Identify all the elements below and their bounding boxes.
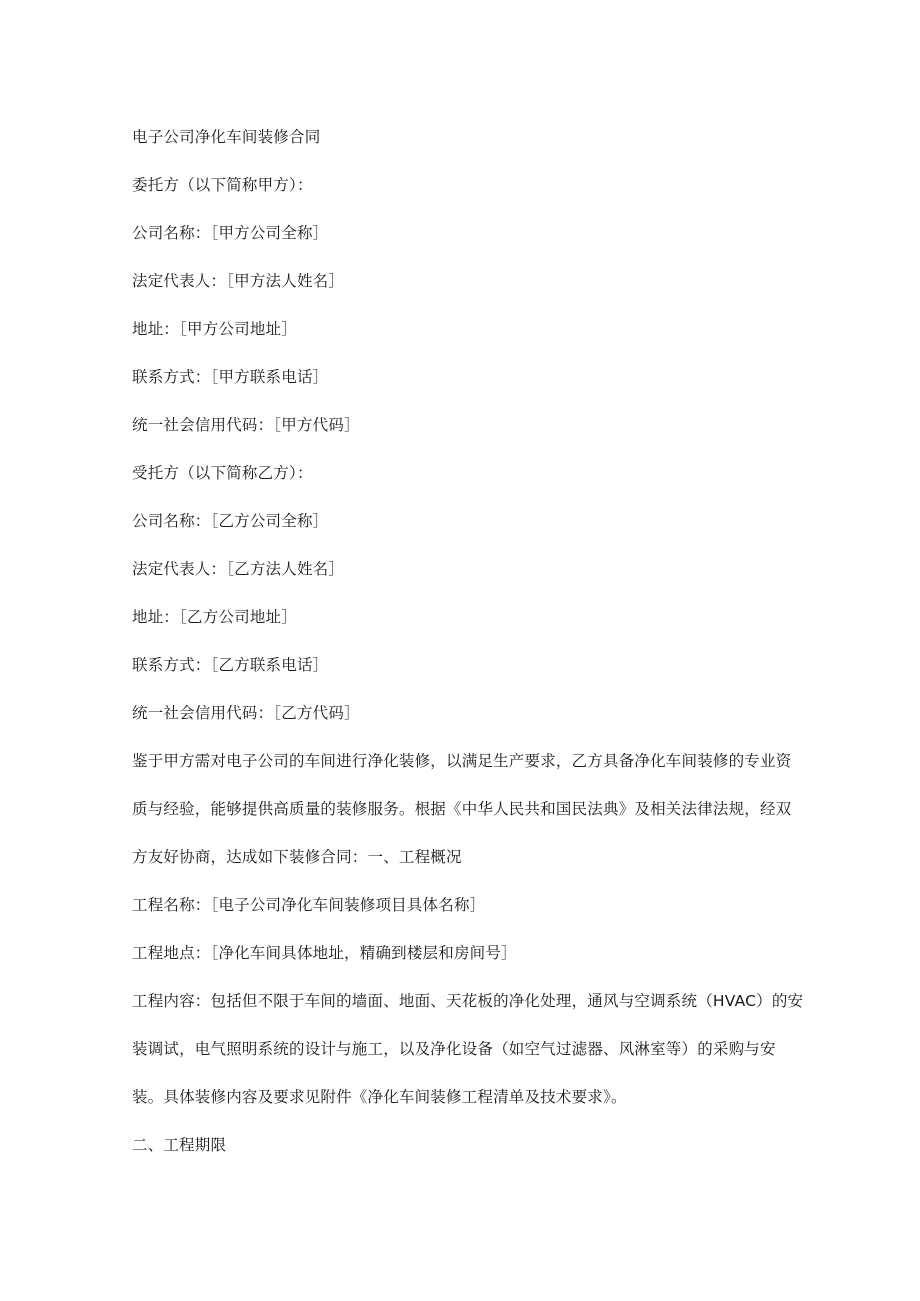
project-location: 工程地点：［净化车间具体地址，精确到楼层和房间号］ xyxy=(132,944,517,962)
party-b-credit-code: 统一社会信用代码：［乙方代码］ xyxy=(132,704,360,722)
party-a-heading: 委托方（以下简称甲方）： xyxy=(132,176,313,194)
section-two-heading: 二、工程期限 xyxy=(132,1136,227,1154)
party-a-address: 地址：［甲方公司地址］ xyxy=(132,320,297,338)
party-b-legal-rep: 法定代表人：［乙方法人姓名］ xyxy=(132,560,345,578)
party-b-contact: 联系方式：［乙方联系电话］ xyxy=(132,656,329,674)
project-content-line-1: 工程内容：包括但不限于车间的墙面、地面、天花板的净化处理，通风与空调系统（HVAC）的安 xyxy=(132,992,804,1010)
party-b-address: 地址：［乙方公司地址］ xyxy=(132,608,297,626)
preamble-line-2: 质与经验，能够提供高质量的装修服务。根据《中华人民共和国民法典》及相关法律法规，经双 xyxy=(132,800,792,818)
party-b-heading: 受托方（以下简称乙方）： xyxy=(132,464,313,482)
project-content-line-3: 装。具体装修内容及要求见附件《净化车间装修工程清单及技术要求》。 xyxy=(132,1088,627,1106)
party-a-company: 公司名称：［甲方公司全称］ xyxy=(132,224,329,242)
document-title: 电子公司净化车间装修合同 xyxy=(132,128,321,146)
party-b-company: 公司名称：［乙方公司全称］ xyxy=(132,512,329,530)
party-a-credit-code: 统一社会信用代码：［甲方代码］ xyxy=(132,416,360,434)
document-body xyxy=(132,125,804,1181)
preamble-line-1: 鉴于甲方需对电子公司的车间进行净化装修，以满足生产要求，乙方具备净化车间装修的专业资 xyxy=(132,752,792,770)
project-name: 工程名称：［电子公司净化车间装修项目具体名称］ xyxy=(132,896,486,914)
party-a-legal-rep: 法定代表人：［甲方法人姓名］ xyxy=(132,272,345,290)
project-content-line-2: 装调试，电气照明系统的设计与施工，以及净化设备（如空气过滤器、风淋室等）的采购与安 xyxy=(132,1040,776,1058)
preamble-line-3: 方友好协商，达成如下装修合同：一、工程概况 xyxy=(132,848,462,866)
party-a-contact: 联系方式：［甲方联系电话］ xyxy=(132,368,329,386)
